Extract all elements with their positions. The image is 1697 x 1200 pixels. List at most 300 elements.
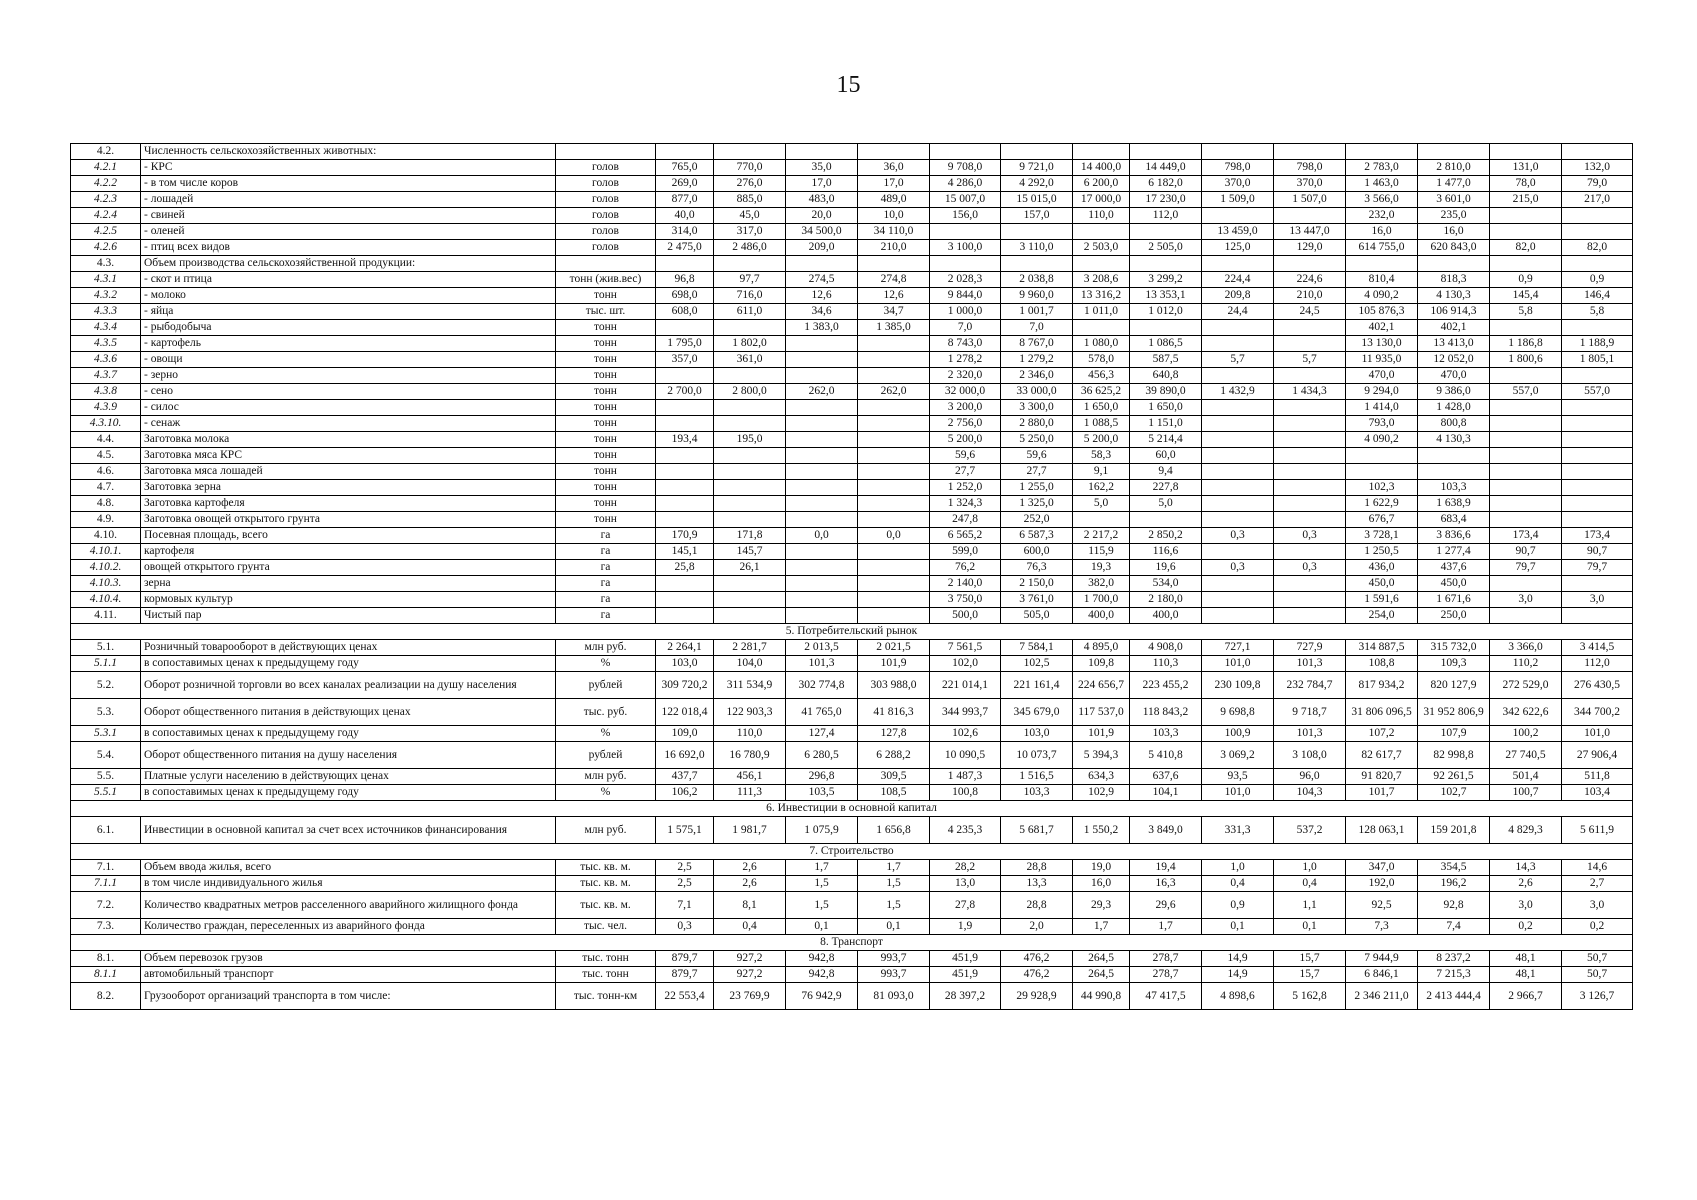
unit-cell: тыс. тонн <box>556 951 656 967</box>
value-cell <box>1562 576 1633 592</box>
value-cell: 5 394,3 <box>1073 742 1130 769</box>
value-cell: 59,6 <box>930 448 1001 464</box>
value-cell: 28 397,2 <box>930 983 1001 1010</box>
value-cell <box>1562 208 1633 224</box>
unit-cell: млн руб. <box>556 817 656 844</box>
value-cell: 93,5 <box>1202 769 1274 785</box>
value-cell: 9 698,8 <box>1202 699 1274 726</box>
value-cell <box>858 256 930 272</box>
unit-cell: тыс. кв. м. <box>556 876 656 892</box>
indicator-name: - скот и птица <box>141 272 556 288</box>
value-cell <box>786 464 858 480</box>
table-row <box>71 528 1633 544</box>
value-cell: 5 214,4 <box>1130 432 1202 448</box>
value-cell: 505,0 <box>1001 608 1073 624</box>
indicator-name: Заготовка мяса КРС <box>141 448 556 464</box>
value-cell: 4 090,2 <box>1346 432 1418 448</box>
row-code: 5.1.1 <box>71 656 141 672</box>
value-cell: 2 486,0 <box>714 240 786 256</box>
unit-cell: % <box>556 656 656 672</box>
value-cell: 195,0 <box>714 432 786 448</box>
value-cell: 0,1 <box>1274 919 1346 935</box>
table-row <box>71 416 1633 432</box>
value-cell <box>1274 448 1346 464</box>
value-cell: 15 007,0 <box>930 192 1001 208</box>
value-cell: 24,5 <box>1274 304 1346 320</box>
value-cell: 209,8 <box>1202 288 1274 304</box>
indicator-name: в сопоставимых ценах к предыдущему году <box>141 785 556 801</box>
table-row <box>71 892 1633 919</box>
value-cell <box>1418 144 1490 160</box>
row-code: 8.2. <box>71 983 141 1010</box>
row-code: 4.2.3 <box>71 192 141 208</box>
value-cell: 10 073,7 <box>1001 742 1073 769</box>
value-cell: 1 650,0 <box>1130 400 1202 416</box>
value-cell: 102,0 <box>930 656 1001 672</box>
value-cell <box>1202 432 1274 448</box>
value-cell: 2 880,0 <box>1001 416 1073 432</box>
value-cell: 19,3 <box>1073 560 1130 576</box>
value-cell: 11 935,0 <box>1346 352 1418 368</box>
table-row <box>71 656 1633 672</box>
value-cell: 2,6 <box>1490 876 1562 892</box>
indicator-name: - птиц всех видов <box>141 240 556 256</box>
value-cell: 4 130,3 <box>1418 288 1490 304</box>
value-cell: 127,4 <box>786 726 858 742</box>
value-cell: 331,3 <box>1202 817 1274 844</box>
value-cell: 5 611,9 <box>1562 817 1633 844</box>
value-cell: 0,3 <box>1274 560 1346 576</box>
value-cell: 1,0 <box>1274 860 1346 876</box>
value-cell <box>1274 576 1346 592</box>
indicator-name: Объем ввода жилья, всего <box>141 860 556 876</box>
value-cell: 7 561,5 <box>930 640 1001 656</box>
value-cell: 1 075,9 <box>786 817 858 844</box>
value-cell: 634,3 <box>1073 769 1130 785</box>
value-cell: 110,2 <box>1490 656 1562 672</box>
value-cell: 145,1 <box>656 544 714 560</box>
value-cell <box>1202 368 1274 384</box>
value-cell <box>786 256 858 272</box>
value-cell: 34 110,0 <box>858 224 930 240</box>
value-cell: 1 477,0 <box>1418 176 1490 192</box>
value-cell: 19,6 <box>1130 560 1202 576</box>
value-cell: 232 784,7 <box>1274 672 1346 699</box>
value-cell <box>714 416 786 432</box>
value-cell: 1 088,5 <box>1073 416 1130 432</box>
indicator-name: - оленей <box>141 224 556 240</box>
value-cell: 993,7 <box>858 951 930 967</box>
value-cell: 28,2 <box>930 860 1001 876</box>
value-cell: 91 820,7 <box>1346 769 1418 785</box>
table-row <box>71 288 1633 304</box>
value-cell: 45,0 <box>714 208 786 224</box>
value-cell: 35,0 <box>786 160 858 176</box>
value-cell: 1,0 <box>1202 860 1274 876</box>
value-cell: 224,6 <box>1274 272 1346 288</box>
value-cell: 78,0 <box>1490 176 1562 192</box>
value-cell: 162,2 <box>1073 480 1130 496</box>
value-cell <box>858 368 930 384</box>
value-cell: 0,0 <box>858 528 930 544</box>
indicator-name: Грузооборот организаций транспорта в том числе: <box>141 983 556 1010</box>
row-code: 4.3.10. <box>71 416 141 432</box>
value-cell <box>1490 496 1562 512</box>
indicator-name: в сопоставимых ценах к предыдущему году <box>141 656 556 672</box>
row-code: 4.2.2 <box>71 176 141 192</box>
value-cell: 2,0 <box>1001 919 1073 935</box>
value-cell: 1 385,0 <box>858 320 930 336</box>
value-cell: 4 235,3 <box>930 817 1001 844</box>
table-row <box>71 192 1633 208</box>
value-cell: 400,0 <box>1130 608 1202 624</box>
unit-cell <box>556 256 656 272</box>
value-cell: 17 000,0 <box>1073 192 1130 208</box>
value-cell: 0,2 <box>1562 919 1633 935</box>
value-cell <box>1490 400 1562 416</box>
value-cell <box>858 144 930 160</box>
value-cell: 47 417,5 <box>1130 983 1202 1010</box>
indicator-name: Посевная площадь, всего <box>141 528 556 544</box>
unit-cell: тонн <box>556 368 656 384</box>
value-cell <box>1202 496 1274 512</box>
indicator-name: - свиней <box>141 208 556 224</box>
value-cell: 82,0 <box>1562 240 1633 256</box>
value-cell: 311 534,9 <box>714 672 786 699</box>
value-cell <box>1202 592 1274 608</box>
value-cell <box>1346 144 1418 160</box>
unit-cell: тонн <box>556 336 656 352</box>
value-cell: 14,6 <box>1562 860 1633 876</box>
value-cell: 193,4 <box>656 432 714 448</box>
value-cell <box>858 576 930 592</box>
value-cell: 28,8 <box>1001 860 1073 876</box>
value-cell <box>656 256 714 272</box>
value-cell: 296,8 <box>786 769 858 785</box>
value-cell: 16 692,0 <box>656 742 714 769</box>
unit-cell: тонн <box>556 432 656 448</box>
value-cell <box>1562 256 1633 272</box>
value-cell: 109,3 <box>1418 656 1490 672</box>
unit-cell: голов <box>556 224 656 240</box>
table-row <box>71 176 1633 192</box>
value-cell <box>1346 464 1418 480</box>
value-cell <box>858 512 930 528</box>
unit-cell: тонн <box>556 352 656 368</box>
value-cell: 15 015,0 <box>1001 192 1073 208</box>
value-cell: 1 186,8 <box>1490 336 1562 352</box>
value-cell: 0,1 <box>858 919 930 935</box>
row-code: 4.3.8 <box>71 384 141 400</box>
table-row <box>71 951 1633 967</box>
value-cell <box>1490 416 1562 432</box>
row-code: 4.3.2 <box>71 288 141 304</box>
value-cell: 879,7 <box>656 967 714 983</box>
value-cell: 1 255,0 <box>1001 480 1073 496</box>
value-cell: 1 252,0 <box>930 480 1001 496</box>
value-cell: 1 575,1 <box>656 817 714 844</box>
value-cell: 60,0 <box>1130 448 1202 464</box>
value-cell: 2,6 <box>714 876 786 892</box>
value-cell: 10,0 <box>858 208 930 224</box>
value-cell <box>1001 224 1073 240</box>
unit-cell: млн руб. <box>556 640 656 656</box>
indicator-name: - силос <box>141 400 556 416</box>
unit-cell: га <box>556 544 656 560</box>
unit-cell: млн руб. <box>556 769 656 785</box>
table-row <box>71 983 1633 1010</box>
row-code: 4.3.9 <box>71 400 141 416</box>
value-cell: 247,8 <box>930 512 1001 528</box>
table-row <box>71 496 1633 512</box>
value-cell: 264,5 <box>1073 967 1130 983</box>
value-cell <box>1418 256 1490 272</box>
value-cell: 274,8 <box>858 272 930 288</box>
value-cell: 2 150,0 <box>1001 576 1073 592</box>
indicator-name: - зерно <box>141 368 556 384</box>
value-cell: 14,9 <box>1202 951 1274 967</box>
unit-cell: тонн <box>556 448 656 464</box>
row-code: 4.3.3 <box>71 304 141 320</box>
table-row <box>71 699 1633 726</box>
table-row <box>71 967 1633 983</box>
unit-cell <box>556 144 656 160</box>
value-cell <box>786 416 858 432</box>
value-cell <box>1130 320 1202 336</box>
value-cell: 4 130,3 <box>1418 432 1490 448</box>
value-cell: 79,7 <box>1562 560 1633 576</box>
value-cell: 3 069,2 <box>1202 742 1274 769</box>
value-cell: 0,4 <box>1202 876 1274 892</box>
value-cell: 2 264,1 <box>656 640 714 656</box>
value-cell <box>1274 336 1346 352</box>
value-cell: 370,0 <box>1274 176 1346 192</box>
value-cell: 132,0 <box>1562 160 1633 176</box>
value-cell: 0,3 <box>1274 528 1346 544</box>
value-cell <box>1073 224 1130 240</box>
value-cell: 1,5 <box>786 876 858 892</box>
value-cell: 15,7 <box>1274 967 1346 983</box>
value-cell: 303 988,0 <box>858 672 930 699</box>
value-cell <box>714 144 786 160</box>
row-code: 4.2.5 <box>71 224 141 240</box>
indicator-name: - рыбодобыча <box>141 320 556 336</box>
value-cell: 818,3 <box>1418 272 1490 288</box>
value-cell: 1,5 <box>786 892 858 919</box>
unit-cell: тыс. шт. <box>556 304 656 320</box>
table-row <box>71 304 1633 320</box>
value-cell <box>714 448 786 464</box>
value-cell: 342 622,6 <box>1490 699 1562 726</box>
indicator-name: - КРС <box>141 160 556 176</box>
value-cell: 0,4 <box>1274 876 1346 892</box>
value-cell: 2,5 <box>656 876 714 892</box>
value-cell <box>656 320 714 336</box>
value-cell: 16,0 <box>1346 224 1418 240</box>
section-title: 8. Транспорт <box>71 935 1633 951</box>
value-cell: 252,0 <box>1001 512 1073 528</box>
row-code: 4.4. <box>71 432 141 448</box>
value-cell <box>858 448 930 464</box>
value-cell <box>1274 368 1346 384</box>
value-cell: 103,4 <box>1562 785 1633 801</box>
value-cell: 557,0 <box>1490 384 1562 400</box>
value-cell <box>656 464 714 480</box>
value-cell: 476,2 <box>1001 967 1073 983</box>
value-cell: 800,8 <box>1418 416 1490 432</box>
row-code: 8.1.1 <box>71 967 141 983</box>
value-cell: 370,0 <box>1202 176 1274 192</box>
value-cell: 2 503,0 <box>1073 240 1130 256</box>
value-cell: 269,0 <box>656 176 714 192</box>
value-cell <box>714 464 786 480</box>
value-cell: 224,4 <box>1202 272 1274 288</box>
value-cell: 4 090,2 <box>1346 288 1418 304</box>
value-cell: 29,6 <box>1130 892 1202 919</box>
value-cell <box>1490 432 1562 448</box>
value-cell: 9 294,0 <box>1346 384 1418 400</box>
value-cell <box>1274 400 1346 416</box>
indicator-name: Объем перевозок грузов <box>141 951 556 967</box>
value-cell: 3 566,0 <box>1346 192 1418 208</box>
value-cell: 125,0 <box>1202 240 1274 256</box>
indicator-name: Численность сельскохозяйственных животных: <box>141 144 556 160</box>
value-cell <box>858 608 930 624</box>
value-cell: 6 280,5 <box>786 742 858 769</box>
indicator-name: Оборот общественного питания в действующих ценах <box>141 699 556 726</box>
table-row <box>71 560 1633 576</box>
value-cell <box>1274 432 1346 448</box>
value-cell: 129,0 <box>1274 240 1346 256</box>
value-cell: 1 795,0 <box>656 336 714 352</box>
value-cell <box>858 464 930 480</box>
value-cell <box>1274 544 1346 560</box>
value-cell: 264,5 <box>1073 951 1130 967</box>
value-cell: 9,4 <box>1130 464 1202 480</box>
value-cell <box>1130 144 1202 160</box>
value-cell: 1 432,9 <box>1202 384 1274 400</box>
indicator-name: автомобильный транспорт <box>141 967 556 983</box>
value-cell: 4 829,3 <box>1490 817 1562 844</box>
value-cell: 101,3 <box>1274 656 1346 672</box>
value-cell: 1 428,0 <box>1418 400 1490 416</box>
value-cell: 927,2 <box>714 951 786 967</box>
value-cell: 10 090,5 <box>930 742 1001 769</box>
value-cell: 9 718,7 <box>1274 699 1346 726</box>
value-cell: 1 000,0 <box>930 304 1001 320</box>
indicator-name: - сено <box>141 384 556 400</box>
value-cell <box>1418 448 1490 464</box>
value-cell: 101,0 <box>1202 656 1274 672</box>
value-cell: 1,7 <box>1073 919 1130 935</box>
unit-cell: тыс. кв. м. <box>556 860 656 876</box>
table-row <box>71 464 1633 480</box>
value-cell <box>1562 224 1633 240</box>
value-cell: 170,9 <box>656 528 714 544</box>
value-cell: 1 414,0 <box>1346 400 1418 416</box>
value-cell <box>930 144 1001 160</box>
value-cell: 100,8 <box>930 785 1001 801</box>
value-cell <box>1202 576 1274 592</box>
row-code: 4.10.2. <box>71 560 141 576</box>
value-cell: 451,9 <box>930 951 1001 967</box>
value-cell <box>656 592 714 608</box>
value-cell: 217,0 <box>1562 192 1633 208</box>
indicator-name: Оборот розничной торговли во всех каналах реализации на душу населения <box>141 672 556 699</box>
page-number: 15 <box>836 72 861 98</box>
value-cell: 765,0 <box>656 160 714 176</box>
value-cell: 79,7 <box>1490 560 1562 576</box>
unit-cell: рублей <box>556 672 656 699</box>
value-cell: 7 584,1 <box>1001 640 1073 656</box>
value-cell: 41 765,0 <box>786 699 858 726</box>
row-code: 5.4. <box>71 742 141 769</box>
value-cell: 5 200,0 <box>1073 432 1130 448</box>
table-row <box>71 336 1633 352</box>
value-cell: 111,3 <box>714 785 786 801</box>
value-cell: 0,9 <box>1562 272 1633 288</box>
indicator-name: - сенаж <box>141 416 556 432</box>
value-cell: 79,0 <box>1562 176 1633 192</box>
value-cell: 436,0 <box>1346 560 1418 576</box>
value-cell: 6 587,3 <box>1001 528 1073 544</box>
value-cell: 3 761,0 <box>1001 592 1073 608</box>
unit-cell: га <box>556 592 656 608</box>
value-cell <box>1274 480 1346 496</box>
value-cell: 31 806 096,5 <box>1346 699 1418 726</box>
value-cell: 13,0 <box>930 876 1001 892</box>
value-cell <box>858 544 930 560</box>
indicator-name: картофеля <box>141 544 556 560</box>
table-row <box>71 576 1633 592</box>
value-cell: 7,3 <box>1346 919 1418 935</box>
value-cell: 173,4 <box>1562 528 1633 544</box>
value-cell: 13 447,0 <box>1274 224 1346 240</box>
value-cell: 103,3 <box>1130 726 1202 742</box>
value-cell: 534,0 <box>1130 576 1202 592</box>
value-cell: 7 944,9 <box>1346 951 1418 967</box>
value-cell: 196,2 <box>1418 876 1490 892</box>
value-cell: 103,0 <box>656 656 714 672</box>
value-cell: 4 286,0 <box>930 176 1001 192</box>
value-cell <box>1202 544 1274 560</box>
value-cell: 100,9 <box>1202 726 1274 742</box>
value-cell: 1,7 <box>786 860 858 876</box>
value-cell: 620 843,0 <box>1418 240 1490 256</box>
value-cell: 1 250,5 <box>1346 544 1418 560</box>
value-cell: 12 052,0 <box>1418 352 1490 368</box>
value-cell: 451,9 <box>930 967 1001 983</box>
value-cell: 128 063,1 <box>1346 817 1418 844</box>
value-cell: 3,0 <box>1562 892 1633 919</box>
value-cell: 262,0 <box>786 384 858 400</box>
value-cell: 770,0 <box>714 160 786 176</box>
section-header-row <box>71 801 1633 817</box>
value-cell: 1 487,3 <box>930 769 1001 785</box>
value-cell: 3 110,0 <box>1001 240 1073 256</box>
row-code: 4.3.5 <box>71 336 141 352</box>
indicator-name: - лошадей <box>141 192 556 208</box>
value-cell: 0,9 <box>1490 272 1562 288</box>
unit-cell: голов <box>556 192 656 208</box>
value-cell: 637,6 <box>1130 769 1202 785</box>
value-cell: 17,0 <box>786 176 858 192</box>
value-cell: 48,1 <box>1490 951 1562 967</box>
value-cell <box>656 480 714 496</box>
value-cell <box>786 480 858 496</box>
value-cell <box>786 560 858 576</box>
value-cell <box>1562 400 1633 416</box>
